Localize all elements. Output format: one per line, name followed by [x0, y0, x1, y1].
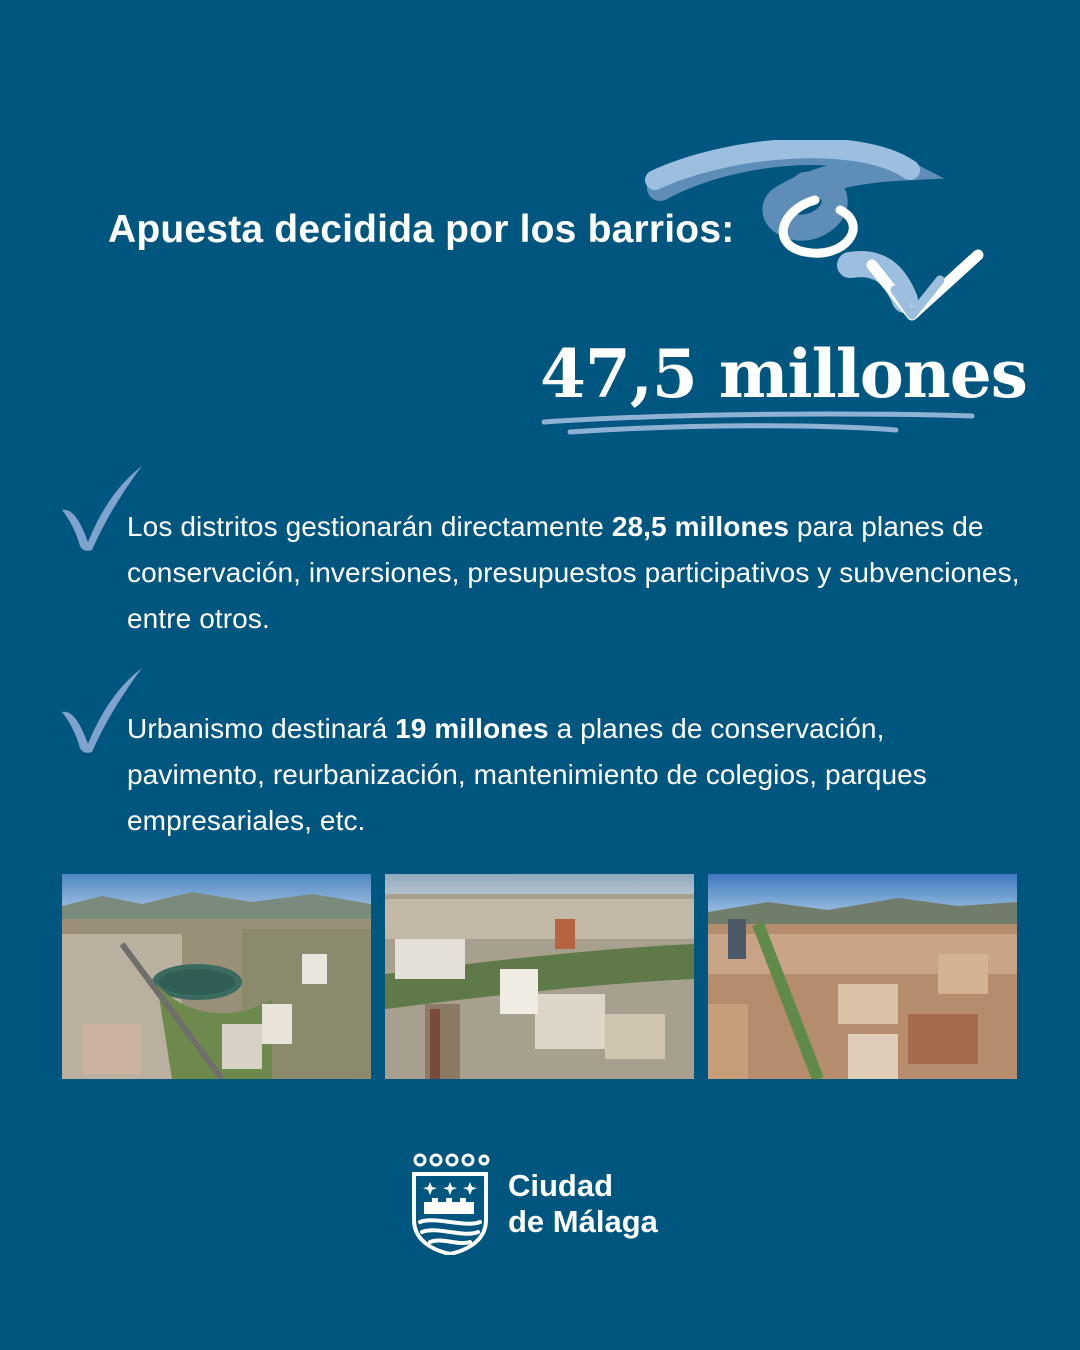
bullet-urbanism: Urbanismo destinará 19 millones a planes de conservación, pavimento, reurbanización, mantenimiento de colegios, parques empresariales, etc.: [127, 713, 927, 836]
bullet-urbanism-amount: 19 millones: [395, 713, 549, 744]
aerial-photo-park: [385, 874, 694, 1079]
aerial-photo-lake: [62, 874, 371, 1079]
brand-line-2: de Málaga: [508, 1204, 658, 1239]
bullet-districts-amount: 28,5 millones: [611, 511, 789, 542]
curly-arrow-icon: [640, 140, 1000, 340]
highlight-amount: 47,5 millones: [540, 335, 1027, 413]
headline: Apuesta decidida por los barrios:: [108, 208, 735, 251]
coat-of-arms-icon: [410, 1150, 490, 1255]
brand-name: [508, 1168, 658, 1240]
aerial-photo-city-center: [708, 874, 1017, 1079]
bullet-districts: Los distritos gestionarán directamente 28,5 millones para planes de conservación, inversiones, presupuestos participativos y subvenciones, entre otros.: [127, 511, 1020, 634]
brand-line-1: Ciudad: [508, 1168, 614, 1203]
underline-scribble: [540, 408, 980, 440]
